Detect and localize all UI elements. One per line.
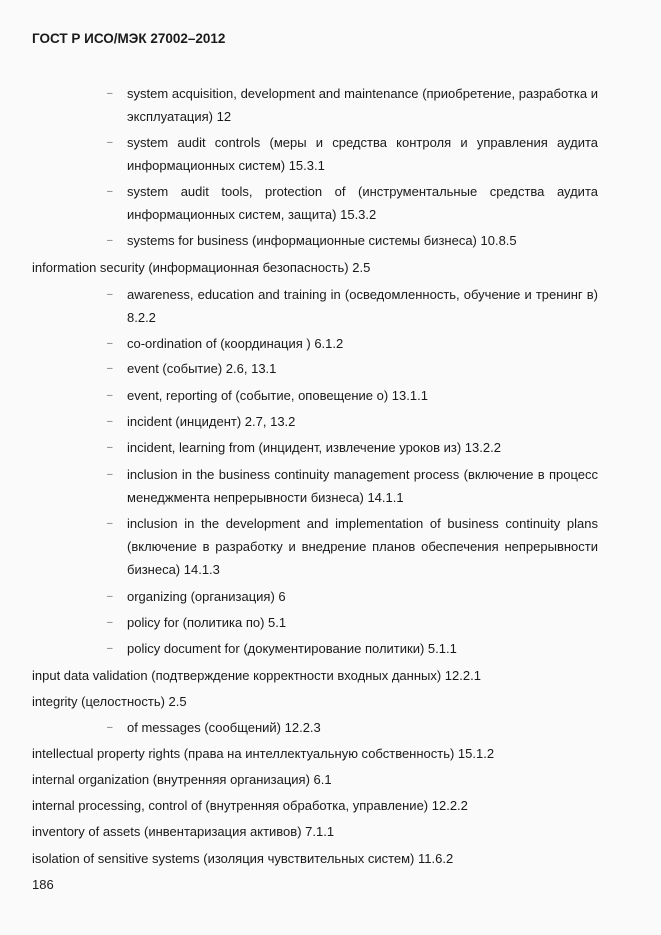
entry-text: systems for business (информационные системы бизнеса) 10.8.5	[127, 233, 517, 248]
index-subentry	[107, 716, 598, 739]
dash-marker: –	[107, 416, 113, 427]
index-subentry	[107, 332, 598, 355]
entry-text: system audit tools, protection of (инструментальные средства аудита информационных систем, защита) 15.3.2	[127, 184, 598, 222]
index-subentry	[107, 463, 598, 509]
index-subentry	[107, 82, 598, 128]
entry-text: system audit controls (меры и средства контроля и управления аудита информационных систем) 15.3.1	[127, 135, 598, 173]
index-subentry	[107, 283, 598, 329]
entry-text: event, reporting of (событие, оповещение о) 13.1.1	[127, 388, 428, 403]
dash-marker: –	[107, 722, 113, 733]
dash-marker: –	[107, 186, 113, 197]
index-entry	[32, 768, 622, 791]
entry-text: incident (инцидент) 2.7, 13.2	[127, 414, 296, 429]
entry-text: awareness, education and training in (осведомленность, обучение и тренинг в) 8.2.2	[127, 287, 598, 325]
dash-marker: –	[107, 643, 113, 654]
dash-marker: –	[107, 338, 113, 349]
entry-text: co-ordination of (координация ) 6.1.2	[127, 336, 344, 351]
dash-marker: –	[107, 88, 113, 99]
index-entry	[32, 847, 622, 870]
dash-marker: –	[107, 617, 113, 628]
entry-text: isolation of sensitive systems (изоляция чувствительных систем) 11.6.2	[32, 851, 454, 866]
index-subentry	[107, 357, 598, 380]
entry-text: integrity (целостность) 2.5	[32, 694, 187, 709]
index-subentry	[107, 131, 598, 177]
index-subentry	[107, 229, 598, 252]
dash-marker: –	[107, 137, 113, 148]
entry-text: inclusion in the development and implementation of business continuity plans (включение в разработку и внедрение планов обеспечения непрерывности бизнеса) 14.1.3	[127, 516, 598, 577]
entry-text: event (событие) 2.6, 13.1	[127, 361, 277, 376]
entry-text: organizing (организация) 6	[127, 589, 286, 604]
index-subentry	[107, 436, 598, 459]
index-entry	[32, 742, 622, 765]
entry-text: internal organization (внутренняя организация) 6.1	[32, 772, 332, 787]
index-entry	[32, 690, 622, 713]
index-entry	[32, 256, 622, 279]
dash-marker: –	[107, 518, 113, 529]
index-subentry	[107, 637, 598, 660]
entry-text: intellectual property rights (права на интеллектуальную собственность) 15.1.2	[32, 746, 495, 761]
entry-text: system acquisition, development and maintenance (приобретение, разработка и эксплуатация) 12	[127, 86, 598, 124]
dash-marker: –	[107, 469, 113, 480]
index-entry	[32, 664, 622, 687]
index-subentry	[107, 585, 598, 608]
dash-marker: –	[107, 591, 113, 602]
index-subentry	[107, 410, 598, 433]
dash-marker: –	[107, 390, 113, 401]
entry-text: inclusion in the business continuity management process (включение в процесс менеджмента непрерывности бизнеса) 14.1.1	[127, 467, 598, 505]
dash-marker: –	[107, 289, 113, 300]
entry-text: inventory of assets (инвентаризация активов) 7.1.1	[32, 824, 335, 839]
index-entry	[32, 820, 622, 843]
index-subentry	[107, 611, 598, 634]
index-subentry	[107, 384, 598, 407]
dash-marker: –	[107, 235, 113, 246]
index-subentry	[107, 512, 598, 581]
entry-text: internal processing, control of (внутренняя обработка, управление) 12.2.2	[32, 798, 468, 813]
entry-text: of messages (сообщений) 12.2.3	[127, 720, 321, 735]
entry-text: information security (информационная безопасность) 2.5	[32, 260, 371, 275]
entry-text: policy for (политика по) 5.1	[127, 615, 287, 630]
entry-text: input data validation (подтверждение корректности входных данных) 12.2.1	[32, 668, 481, 683]
entry-text: incident, learning from (инцидент, извлечение уроков из) 13.2.2	[127, 440, 501, 455]
entry-text: policy document for (документирование политики) 5.1.1	[127, 641, 457, 656]
dash-marker: –	[107, 442, 113, 453]
dash-marker: –	[107, 363, 113, 374]
index-subentry	[107, 180, 598, 226]
page-number: 186	[32, 877, 54, 892]
index-entry	[32, 794, 622, 817]
document-header: ГОСТ Р ИСО/МЭК 27002–2012	[32, 31, 226, 46]
